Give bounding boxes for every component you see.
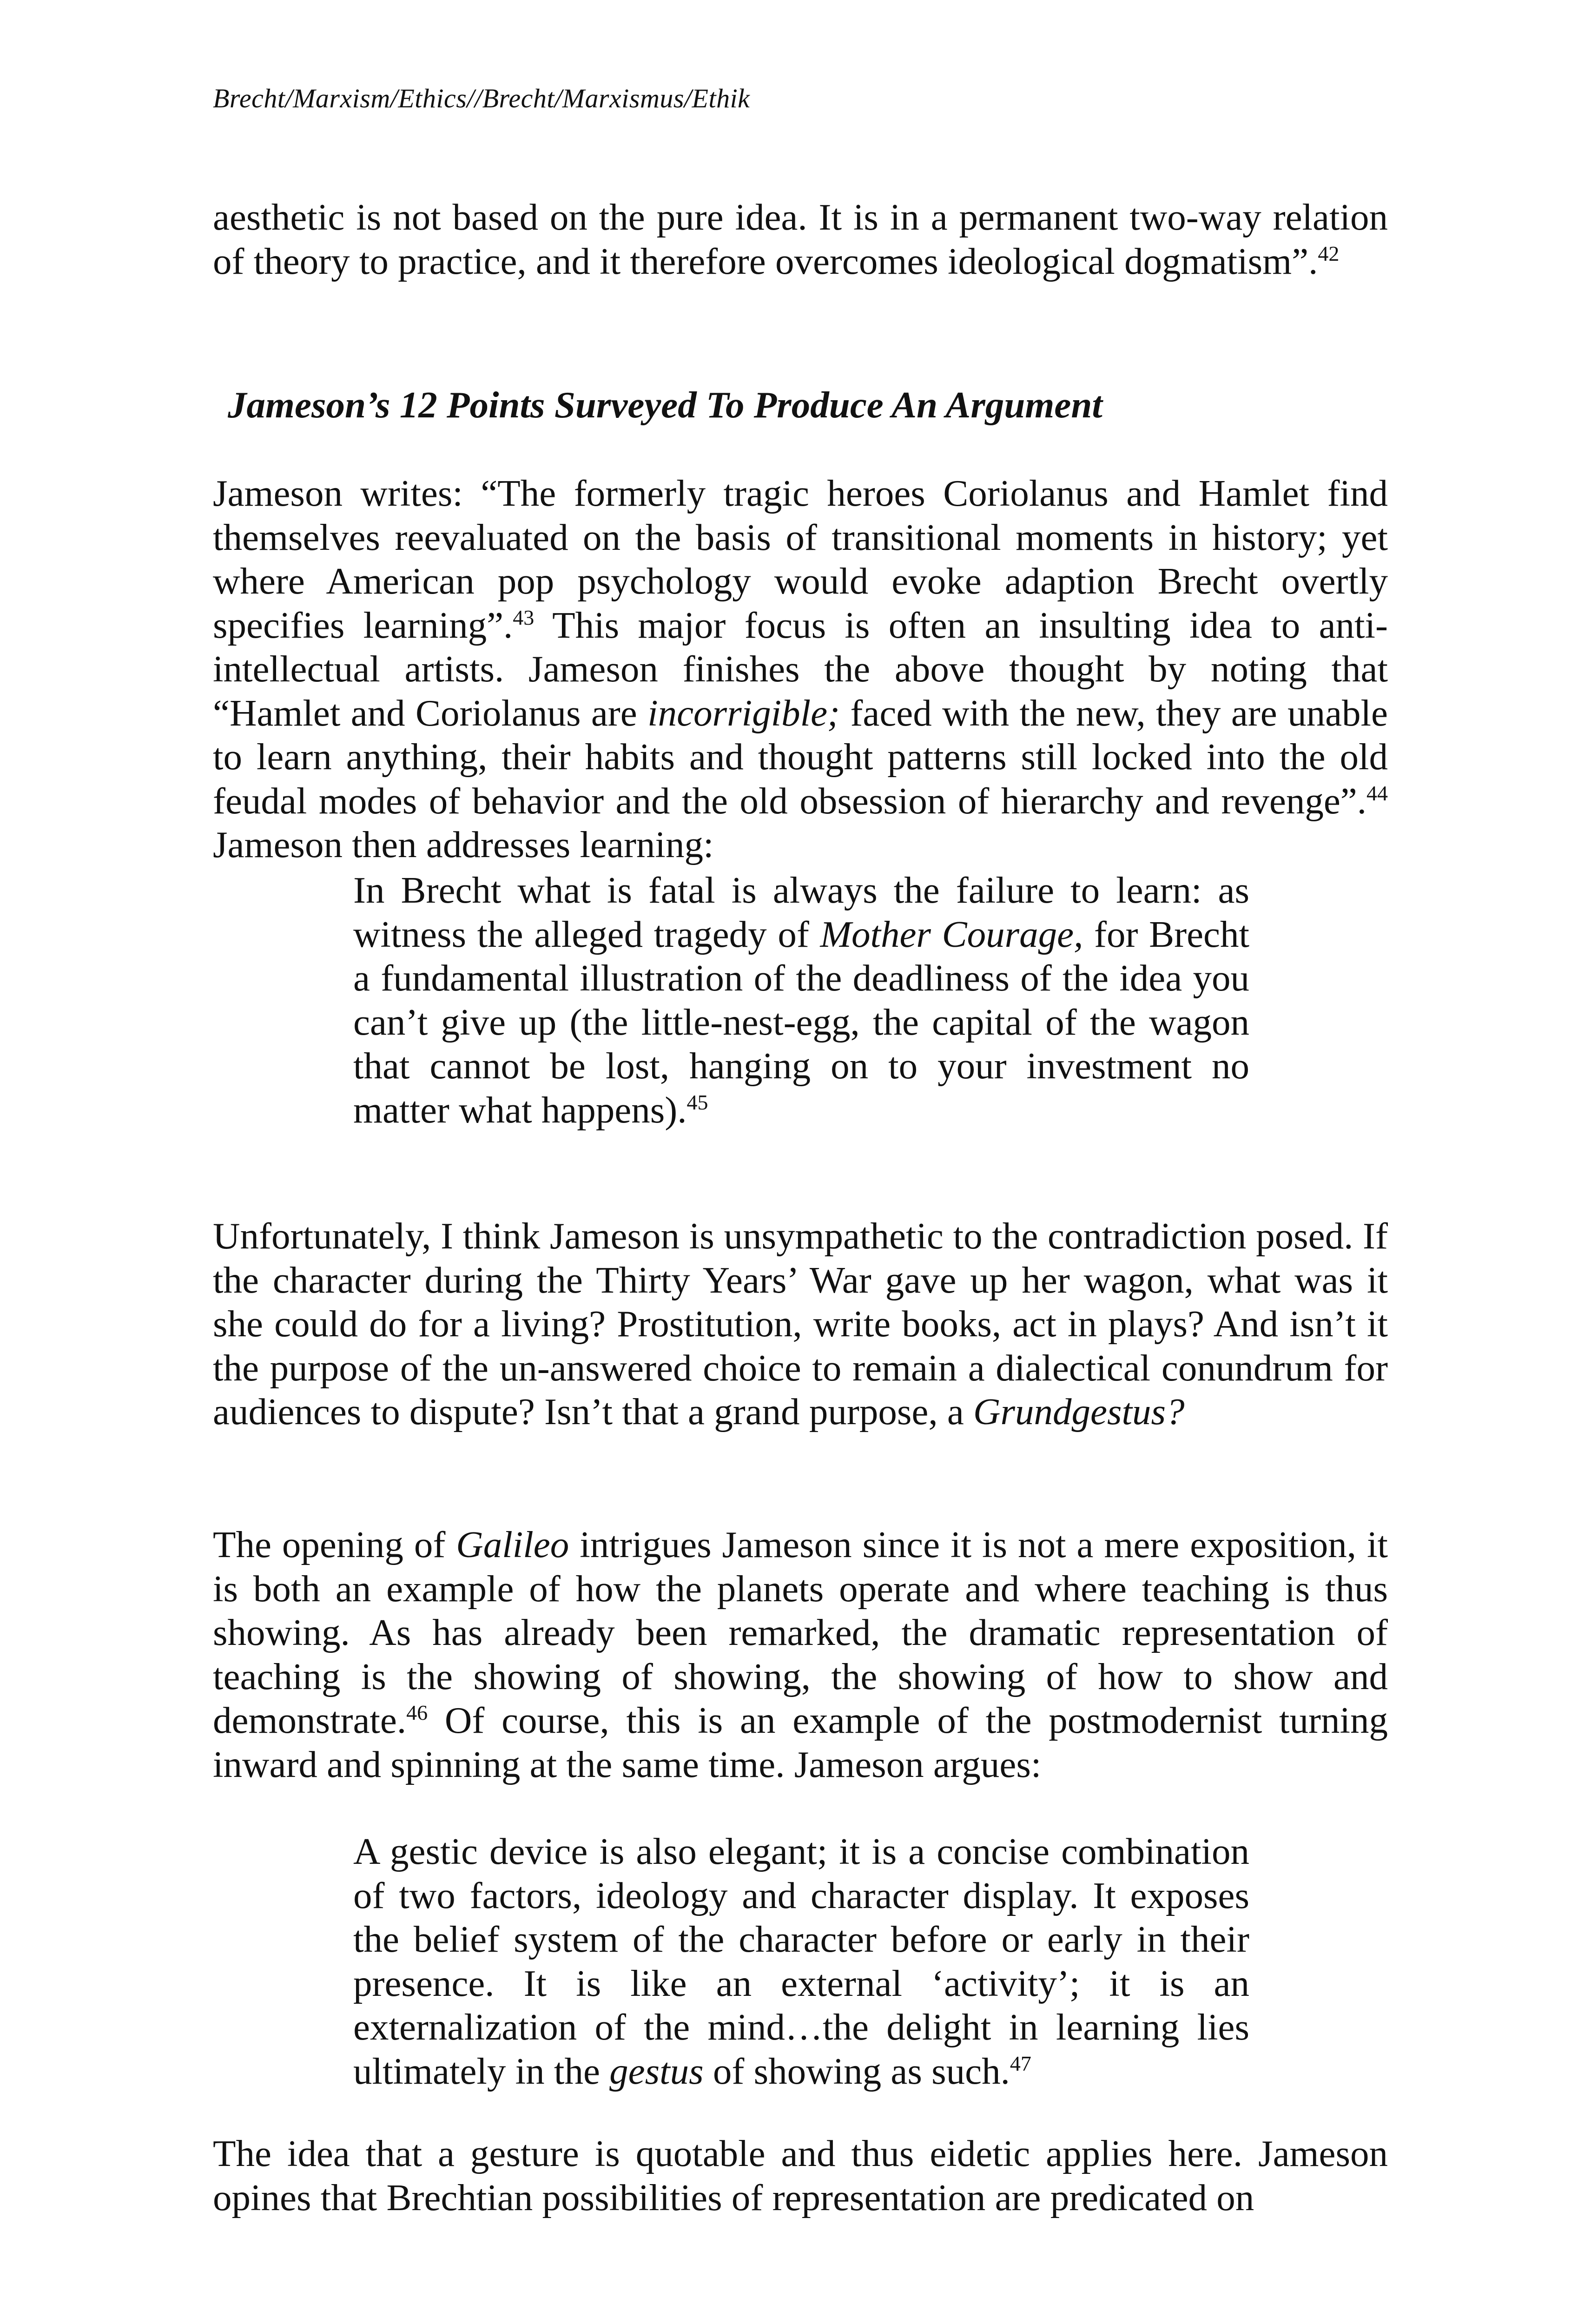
text-run: Unfortunately, I think Jameson is unsympathetic to the contradiction posed. If the character during the Thirty Years’ War gave up her wagon, what was it she could do for a living? Prostitution, write books, act in plays? And isn’t it the purpose of the un-answered choice to remain a dialectical conundrum for audiences to dispute? Isn’t that a grand purpose, a [213, 1215, 1388, 1433]
paragraph-aesthetic [213, 195, 1388, 283]
footnote-ref-42[interactable]: 42 [1318, 241, 1340, 265]
paragraph-galileo [213, 1523, 1388, 1786]
text-run: A gestic device is also elegant; it is a concise combination of two factors, ideology and character display. It exposes the belief system of the character before or early in their presence. It is like an external ‘activity’; it is an externalization of the mind…the delight in learning lies ultimately in the [353, 1830, 1249, 2092]
block-quote-mother-courage [353, 868, 1249, 1132]
paragraph-unfortunately [213, 1214, 1388, 1434]
text-run: The opening of [213, 1524, 456, 1565]
text-run: intrigues Jameson since it is not a mere exposition, it is both an example of how the planets operate and where teaching is thus showing. As has already been remarked, the dramatic representation of teaching is the showing of showing, the showing of how to show and demonstrate. [213, 1524, 1388, 1741]
text-run: This major focus is often an insulting idea to anti-intellectual artists. Jameson finishes the above thought by noting that “Hamlet and Coriolanus are [213, 604, 1388, 734]
emphasis: Grundgestus? [973, 1391, 1185, 1433]
emphasis: gestus [609, 2050, 704, 2092]
text-run: faced with the new, they are unable to learn anything, their habits and thought patterns still locked into the old feudal modes of behavior and the old obsession of hierarchy and revenge”. [213, 692, 1388, 822]
footnote-ref-46[interactable]: 46 [406, 1701, 428, 1724]
text-run: of showing as such. [703, 2050, 1010, 2092]
section-heading: Jameson’s 12 Points Surveyed To Produce An Argument [228, 384, 1102, 426]
emphasis: Galileo [456, 1524, 569, 1565]
running-head: Brecht/Marxism/Ethics//Brecht/Marxismus/Ethik [213, 83, 750, 113]
footnote-ref-47[interactable]: 47 [1010, 2051, 1031, 2075]
text-run: Of course, this is an example of the postmodernist turning inward and spinning at the same time. Jameson argues: [213, 1699, 1388, 1785]
text-run: Jameson then addresses learning: [213, 824, 714, 865]
paragraph-jameson-writes [213, 471, 1388, 867]
footnote-ref-45[interactable]: 45 [686, 1090, 708, 1114]
paragraph-gesture-quotable [213, 2132, 1388, 2219]
text-run: for Brecht a fundamental illustration of the deadliness of the idea you can’t give up (the little-nest-egg, the capital of the wagon that cannot be lost, hanging on to your investment no matter what happens). [353, 913, 1249, 1131]
text-run: In Brecht what is fatal is always the failure to learn: as witness the alleged tragedy of [353, 869, 1249, 955]
footnote-ref-44[interactable]: 44 [1366, 781, 1388, 805]
footnote-ref-43[interactable]: 43 [513, 605, 535, 629]
block-quote-gestic-device [353, 1829, 1249, 2093]
text-run: Jameson writes: “The formerly tragic heroes Coriolanus and Hamlet find themselves reevaluated on the basis of transitional moments in history; yet where American pop psychology would evoke adaption Brecht overtly specifies learning”. [213, 472, 1388, 646]
text-run: The idea that a gesture is quotable and thus eidetic applies here. Jameson opines that Brechtian possibilities of representation are predicated on [213, 2133, 1388, 2218]
emphasis: Mother Courage, [820, 913, 1083, 955]
text-run: aesthetic is not based on the pure idea. It is in a permanent two-way relation of theory to practice, and it therefore overcomes ideological dogmatism”. [213, 196, 1388, 282]
emphasis: incorrigible; [647, 692, 840, 734]
